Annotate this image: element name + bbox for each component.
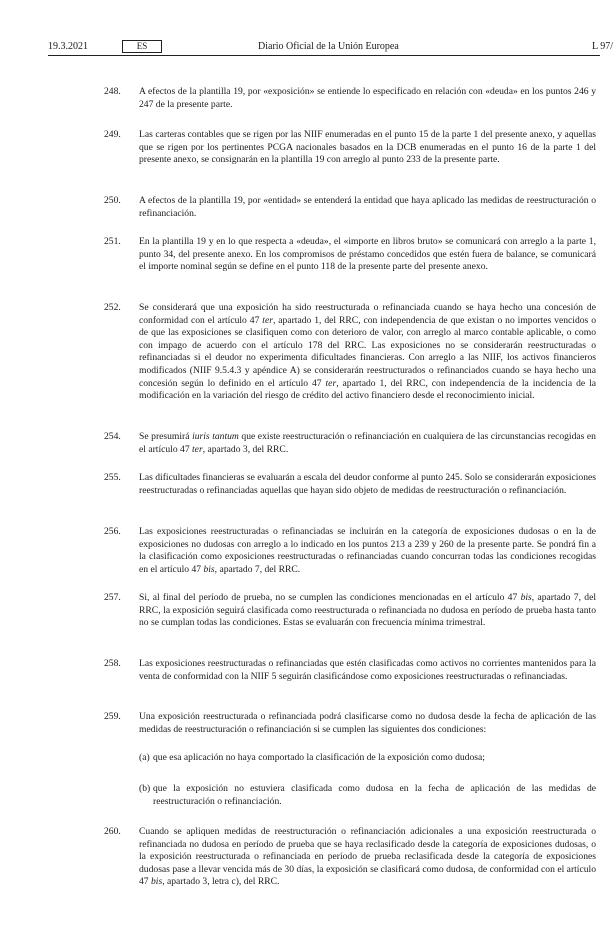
subitem-text: que la exposición no estuviera clasificada como dudosa en la fecha de aplicación de las medidas de reestructuración o refinanciación. [153, 783, 596, 807]
paragraph-250 [104, 195, 596, 220]
paragraph-number: 256. [104, 526, 121, 537]
paragraph-text: Las dificultades financieras se evaluarán a escala del deudor conforme al punto 245. Solo se considerarán exposiciones reestructuradas o refinanciadas aquellas que hayan sido objeto de medidas de reestructuración o refinanciación. [139, 472, 596, 496]
header-rule [48, 55, 600, 56]
paragraph-text: A efectos de la plantilla 19, por «exposición» se entiende lo especificado en relación con «deuda» en los puntos 246 y 247 de la presente parte. [139, 86, 596, 110]
paragraph-number: 251. [104, 236, 121, 247]
page-header [48, 40, 613, 56]
paragraph-text: Las exposiciones reestructuradas o refinanciadas que estén clasificadas como activos no corrientes mantenidos para la venta de conformidad con la NIIF 5 seguirán clasificándose como exposiciones reestructuradas o refinanciadas. [139, 658, 596, 682]
paragraph-256 [104, 526, 596, 576]
paragraph-number: 252. [104, 302, 121, 313]
paragraph-number: 254. [104, 431, 121, 442]
paragraph-text: A efectos de la plantilla 19, por «entidad» se entenderá la entidad que haya aplicado las medidas de reestructuración o refinanciación. [139, 195, 596, 219]
paragraph-text: Cuando se apliquen medidas de reestructuración o refinanciación adicionales a una exposición reestructurada o refinanciada no dudosa en período de prueba que se haya reclasificado desde la categoría de exposiciones dudosas, o la exposición reestructurada o refinanciada en período de prueba reclasificada desde la categoría de exposiciones dudosas pase a llevar vencida más de 30 días, la exposición se clasificará como dudosa, de conformidad con el artículo 47 bis, apartado 3, letra c), del RRC. [139, 826, 596, 888]
paragraph-number: 250. [104, 195, 121, 206]
paragraph-number: 248. [104, 86, 121, 97]
paragraph-251 [104, 236, 596, 274]
paragraph-number: 258. [104, 658, 121, 669]
paragraph-text: Las exposiciones reestructuradas o refinanciadas se incluirán en la categoría de exposiciones dudosas o en la de exposiciones no dudosas con arreglo a lo indicado en los puntos 213 a 239 y 260 de la presente parte. Se pondrá fin a la clasificación como exposiciones reestructuradas o refinanciadas cuando concurran todas las condiciones recogidas en el artículo 47 bis, apartado 7, del RRC. [139, 526, 596, 575]
journal-title: Diario Oficial de la Unión Europea [258, 41, 399, 52]
paragraph-text: Las carteras contables que se rigen por las NIIF enumeradas en el punto 15 de la parte 1 del presente anexo, y aquellas que se rigen por los pertinentes PCGA nacionales basados en la DCB enumeradas en el punto 16 de la parte 1 del presente anexo, se consignarán en la plantilla 19 con arreglo al punto 233 de la presente parte. [139, 129, 596, 166]
paragraph-text: Si, al final del período de prueba, no se cumplen las condiciones mencionadas en el artículo 47 bis, apartado 7, del RRC, la exposición seguirá clasificada como reestructurada o refinanciada no dudosa en período de prueba hasta tanto no se cumplan todas las condiciones. Estas se evaluarán con frecuencia mínima trimestral. [139, 592, 596, 629]
subitem-label: (a) [139, 752, 150, 763]
paragraph-number: 249. [104, 129, 121, 140]
paragraph-number: 260. [104, 826, 121, 837]
subitem-text: que esa aplicación no haya comportado la clasificación de la exposición como dudosa; [153, 752, 485, 763]
paragraph-260 [104, 826, 596, 889]
page-number: L 97/ [592, 41, 613, 52]
subitem-b [139, 783, 596, 808]
subitem-a [139, 752, 596, 765]
paragraph-text: Se presumirá iuris tantum que existe reestructuración o refinanciación en cualquiera de las circunstancias recogidas en el artículo 47 ter, apartado 3, del RRC. [139, 431, 596, 455]
paragraph-text: En la plantilla 19 y en lo que respecta a «deuda», el «importe en libros bruto» se comunicará con arreglo a la parte 1, punto 34, del presente anexo. En los compromisos de préstamo concedidos que estén fuera de balance, se comunicará el importe nominal según se define en el punto 118 de la presente parte del presente anexo. [139, 236, 596, 273]
subitem-label: (b) [139, 783, 151, 794]
paragraph-254 [104, 431, 596, 456]
paragraph-259 [104, 711, 596, 736]
paragraph-257 [104, 592, 596, 630]
paragraph-text: Se considerará que una exposición ha sido reestructurada o refinanciada cuando se haya hecho una concesión de conformidad con el artículo 47 ter, apartado 1, del RRC, con independencia de que existan o no importes vencidos o de que las exposiciones se clasifiquen como con deterioro de valor, con arreglo al marco contable aplicable, o como con impago de acuerdo con el artículo 178 del RRC. Las exposiciones no se considerarán reestructuradas o refinanciadas si el deudor no experimenta dificultades financieras. Con arreglo a las NIIF, los activos financieros modificados (NIIF 9.5.4.3 y apéndice A) se considerarán reestructurados o refinanciados cuando se haya hecho una concesión según lo definido en el artículo 47 ter, apartado 1, del RRC, con independencia de la incidencia de la modificación en la variación del riesgo de crédito del activo financiero desde el reconocimiento inicial. [139, 302, 596, 402]
language-badge: ES [122, 40, 162, 53]
paragraph-number: 255. [104, 472, 121, 483]
paragraph-252 [104, 302, 596, 403]
paragraph-255 [104, 472, 596, 497]
paragraph-248 [104, 86, 596, 111]
paragraph-258 [104, 658, 596, 683]
paragraph-number: 257. [104, 592, 121, 603]
paragraph-249 [104, 129, 596, 167]
paragraph-text: Una exposición reestructurada o refinanciada podrá clasificarse como no dudosa desde la fecha de aplicación de las medidas de reestructuración o refinanciación si se cumplen las siguientes dos condiciones: [139, 711, 596, 735]
publication-date: 19.3.2021 [48, 41, 88, 52]
paragraph-number: 259. [104, 711, 121, 722]
